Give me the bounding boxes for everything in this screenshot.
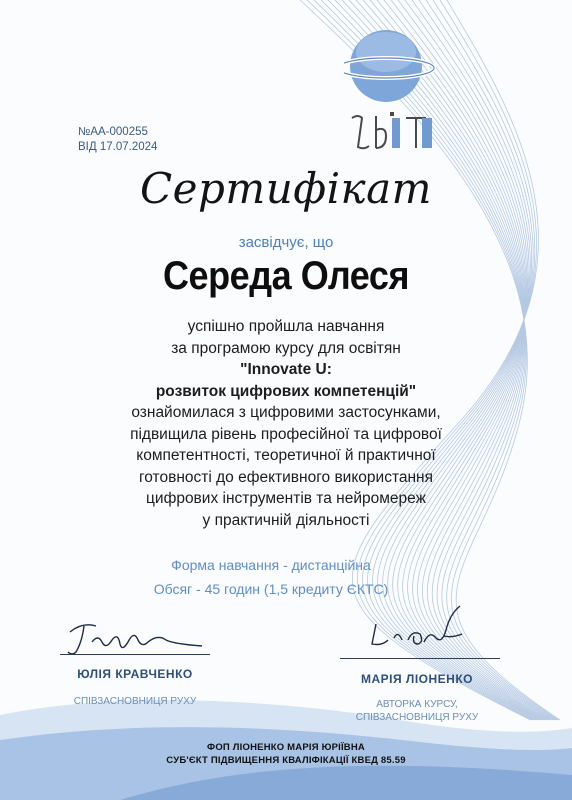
body-line: цифрових інструментів та нейромереж bbox=[146, 490, 426, 507]
certificate-date: ВІД 17.07.2024 bbox=[78, 141, 158, 153]
certifies-text: засвідчує, що bbox=[238, 234, 334, 251]
body-line: готовності до ефективного використання bbox=[138, 468, 434, 486]
signature-lionenko bbox=[362, 600, 482, 660]
recipient-name: Середа Олеся bbox=[162, 254, 410, 298]
body-line: ознайомилася з цифровими застосунками, bbox=[131, 404, 441, 421]
body-line: у практичній діяльності bbox=[202, 511, 370, 529]
signature-line-1 bbox=[60, 654, 210, 655]
signer-role bbox=[322, 698, 512, 724]
certificate-body bbox=[0, 316, 572, 531]
body-line: підвищила рівень професійної та цифрової bbox=[130, 425, 442, 443]
signer-name: ЮЛІЯ КРАВЧЕНКО bbox=[77, 667, 193, 681]
signer-role: СПІВЗАСНОВНИЦЯ РУХУ bbox=[73, 696, 197, 707]
signer-role-line: АВТОРКА КУРСУ, bbox=[376, 699, 458, 710]
certificate-meta bbox=[78, 125, 157, 155]
body-line: компетентності, теоретичної й практичної bbox=[136, 447, 436, 464]
svit-logo bbox=[344, 22, 444, 167]
signer-name: МАРІЯ ЛІОНЕНКО bbox=[360, 672, 474, 686]
course-name-line: розвиток цифрових компетенцій" bbox=[155, 382, 417, 400]
signer-role-line: СПІВЗАСНОВНИЦЯ РУХУ bbox=[355, 712, 479, 723]
course-info bbox=[0, 553, 572, 601]
footer-line-2: СУБ'ЄКТ ПІДВИЩЕННЯ КВАЛІФІКАЦІЇ КВЕД 85.59 bbox=[166, 755, 406, 766]
certificate-number: №АА-000255 bbox=[78, 126, 148, 138]
course-volume: Обсяг - 45 годин (1,5 кредиту ЄКТС) bbox=[153, 581, 389, 597]
signer-lionenko bbox=[322, 672, 512, 724]
signature-line-2 bbox=[340, 658, 500, 659]
footer bbox=[0, 741, 572, 767]
signer-kravchenko bbox=[40, 667, 230, 708]
study-form: Форма навчання - дистанційна bbox=[171, 557, 371, 573]
body-line: успішно пройшла навчання bbox=[187, 318, 385, 335]
course-name-line: "Innovate U: bbox=[240, 361, 332, 378]
certificate-title: Сертифікат bbox=[139, 164, 432, 213]
body-line: за програмою курсу для освітян bbox=[171, 339, 401, 357]
footer-line-1: ФОП ЛІОНЕНКО МАРІЯ ЮРІЇВНА bbox=[207, 742, 365, 753]
